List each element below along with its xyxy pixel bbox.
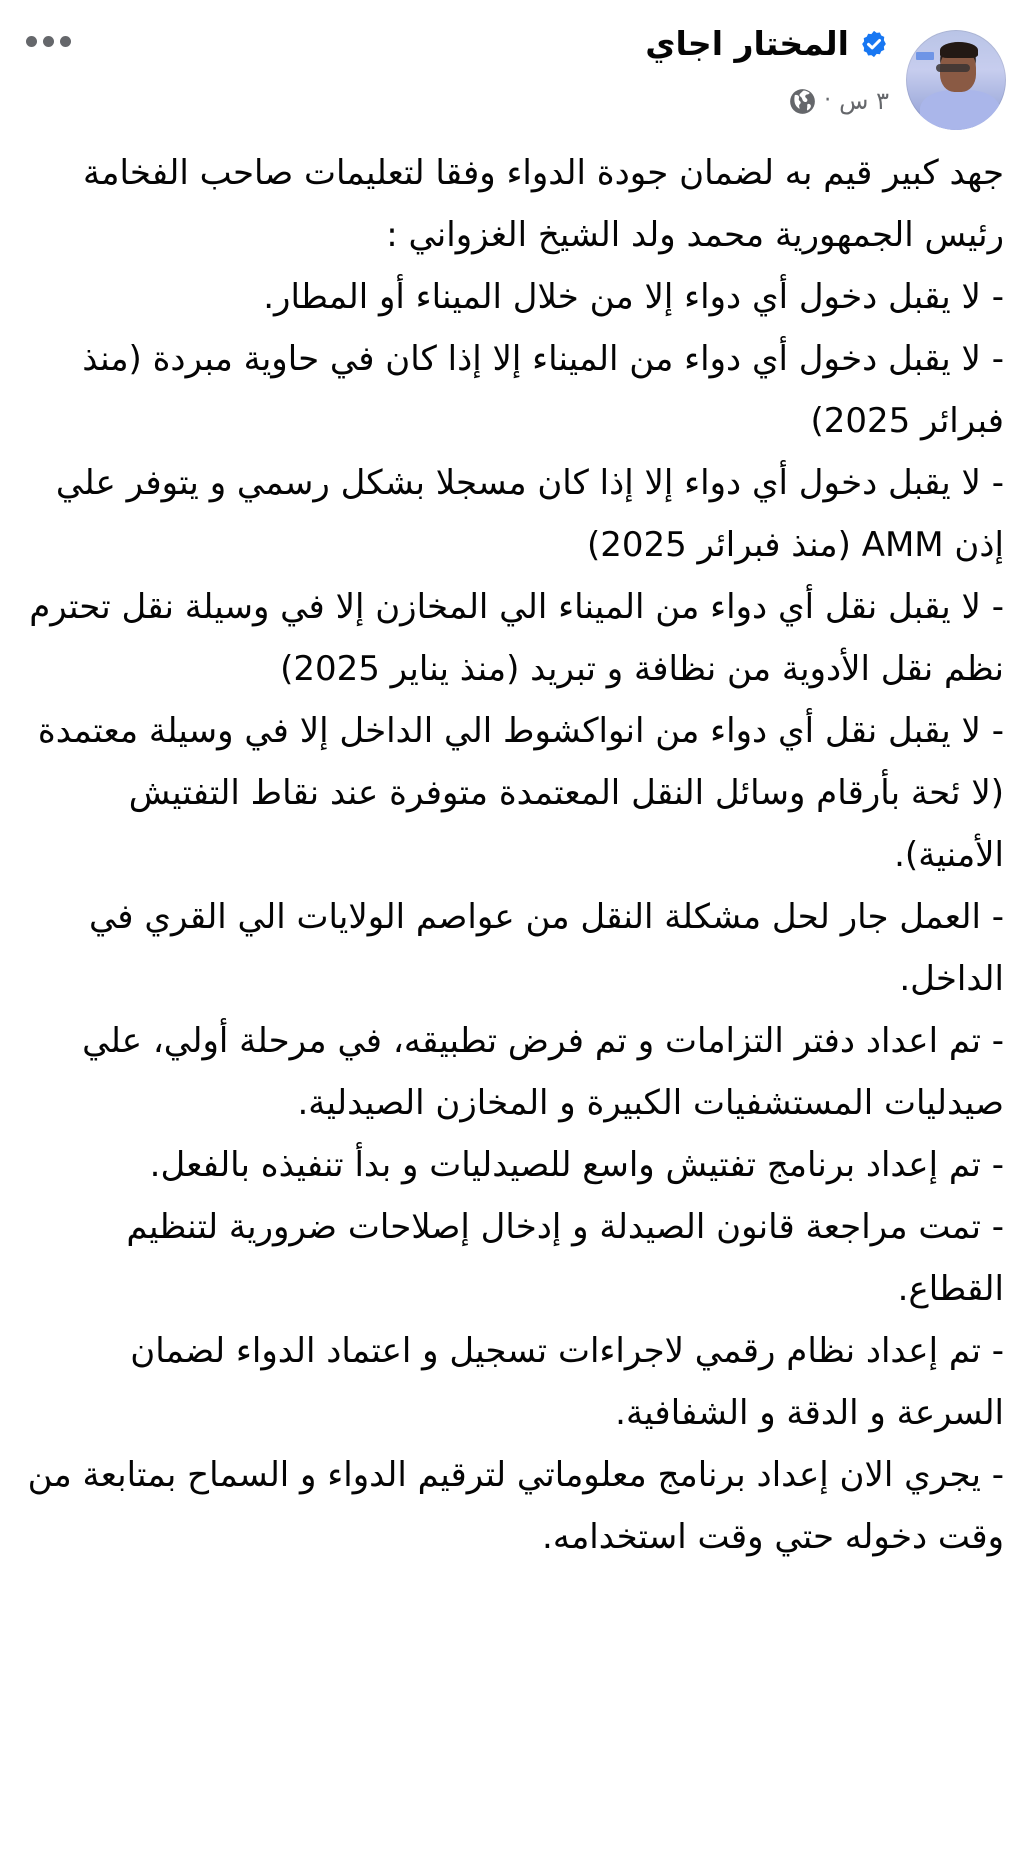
author-name[interactable]: المختار اجاي xyxy=(645,24,849,63)
post-list-item: - العمل جار لحل مشكلة النقل من عواصم الولايات الي القري في الداخل. xyxy=(88,897,1004,999)
avatar-scarf xyxy=(920,90,1000,130)
post-list-item: - يجري الان إعداد برنامج معلوماتي لترقيم الدواء و السماح بمتابعة من وقت دخوله حتي وقت استخدامه. xyxy=(27,1455,1004,1557)
author-avatar[interactable] xyxy=(906,30,1006,130)
meta-separator: · xyxy=(824,88,832,113)
post-meta xyxy=(789,84,889,118)
post-list-item: - لا يقبل دخول أي دواء إلا إذا كان مسجلا بشكل رسمي و يتوفر علي إذن AMM (منذ فبرائر 2025) xyxy=(55,463,1004,565)
post-header xyxy=(0,0,1024,150)
avatar-glasses xyxy=(936,64,970,72)
author-name-row xyxy=(645,22,889,66)
post-list-item: - لا يقبل دخول أي دواء من الميناء إلا إذا كان في حاوية مبردة (منذ فبرائر 2025) xyxy=(82,339,1004,441)
post-timestamp[interactable]: ٣ س xyxy=(839,87,889,115)
more-dot-icon xyxy=(60,36,71,47)
more-dot-icon xyxy=(43,36,54,47)
post-list-item: - تم إعداد نظام رقمي لاجراءات تسجيل و اعتماد الدواء لضمان السرعة و الدقة و الشفافية. xyxy=(130,1331,1004,1433)
post-list-item: - لا يقبل نقل أي دواء من الميناء الي المخازن إلا في وسيلة نقل تحترم نظم نقل الأدوية من نظافة و تبريد (منذ يناير 2025) xyxy=(29,587,1004,689)
globe-icon[interactable] xyxy=(789,88,816,115)
more-dot-icon xyxy=(26,36,37,47)
avatar-hair xyxy=(940,42,978,58)
verified-badge-icon xyxy=(859,29,889,59)
post-list-item: - تم إعداد برنامج تفتيش واسع للصيدليات و بدأ تنفيذه بالفعل. xyxy=(149,1145,1004,1185)
post-list-item: - تم اعداد دفتر التزامات و تم فرض تطبيقه، في مرحلة أولي، علي صيدليات المستشفيات الكبيرة و المخازن الصيدلية. xyxy=(82,1021,1004,1123)
post-body xyxy=(20,142,1004,1568)
post-list-item: - تمت مراجعة قانون الصيدلة و إدخال إصلاحات ضرورية لتنظيم القطاع. xyxy=(126,1207,1004,1309)
avatar-tag xyxy=(916,52,934,60)
post-list-item: - لا يقبل نقل أي دواء من انواكشوط الي الداخل إلا في وسيلة معتمدة (لا ئحة بأرقام وسائل النقل المعتمدة متوفرة عند نقاط التفتيش الأمنية). xyxy=(37,711,1004,875)
more-options-button[interactable] xyxy=(20,24,76,58)
post-intro: جهد كبير قيم به لضمان جودة الدواء وفقا لتعليمات صاحب الفخامة رئيس الجمهورية محمد ولد الشيخ الغزواني : xyxy=(83,153,1004,255)
post-list-item: - لا يقبل دخول أي دواء إلا من خلال الميناء أو المطار. xyxy=(263,277,1004,317)
